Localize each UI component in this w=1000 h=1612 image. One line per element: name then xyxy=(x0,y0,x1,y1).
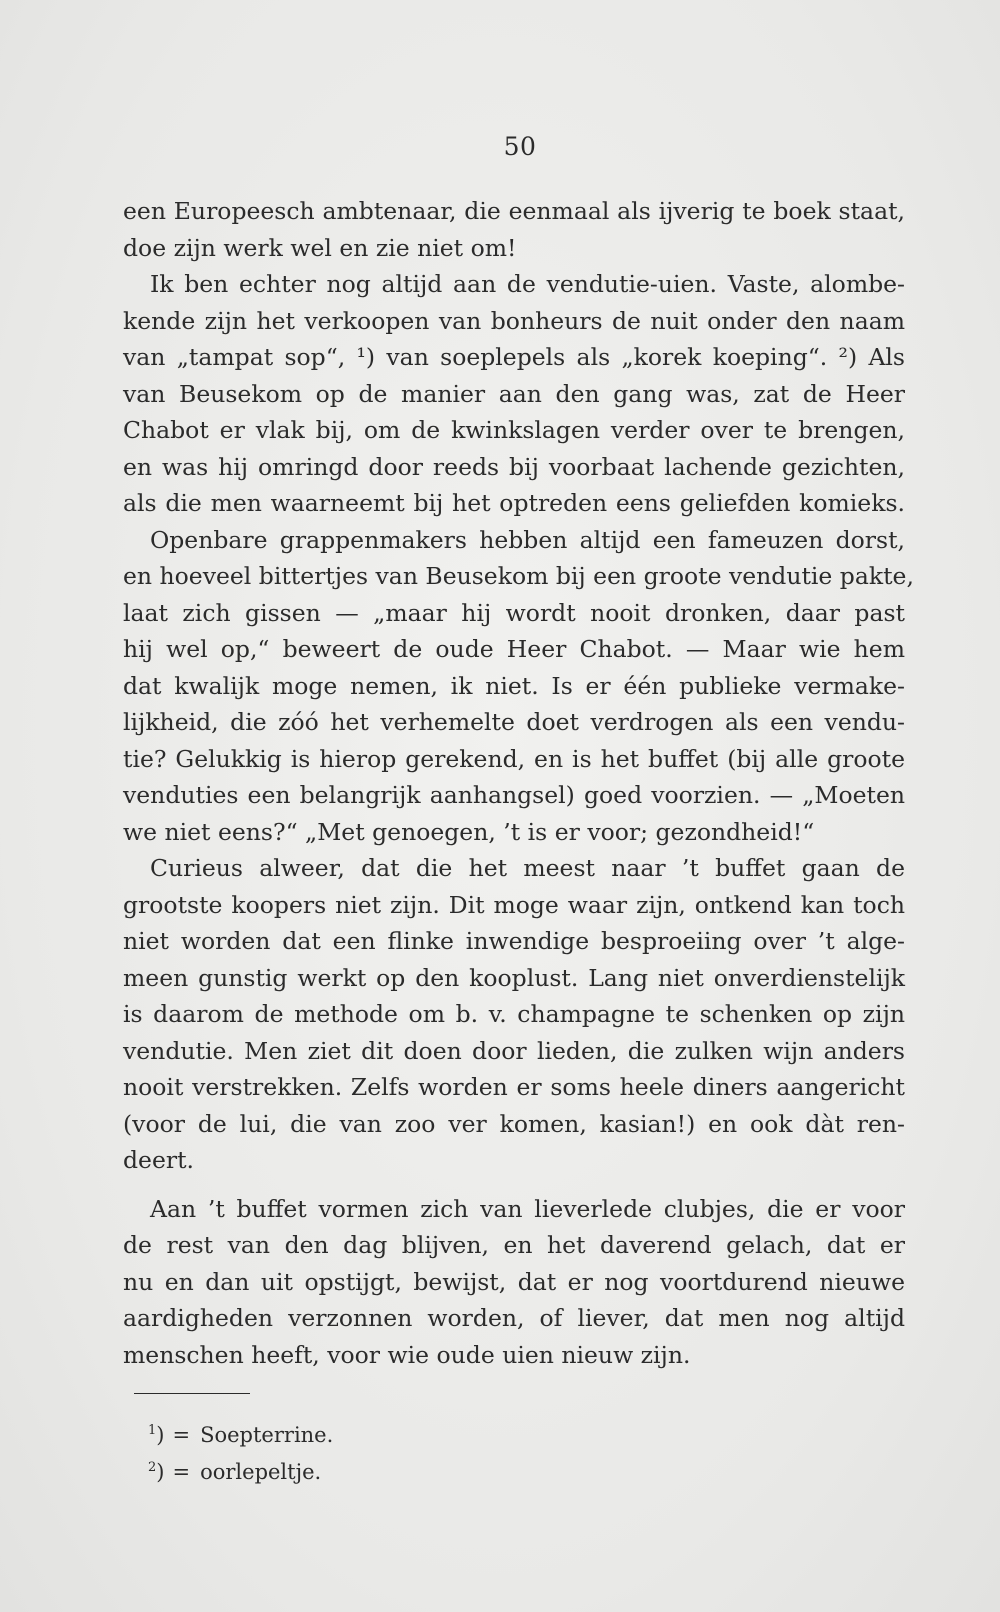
text-line: meen gunstig werkt op den kooplust. Lang niet onverdienstelijk xyxy=(123,963,905,992)
text-line: aardigheden verzonnen worden, of liever, dat men nog altijd xyxy=(123,1304,905,1332)
text-line: en was hij omringd door reeds bij voorbaat lachende gezichten, xyxy=(123,452,905,481)
footnote-paren: ) xyxy=(156,1423,165,1447)
text-line: als die men waarneemt bij het optreden eens geliefden komieks. xyxy=(123,489,905,517)
text-line: we niet eens?“ „Met genoegen, ’t is er voor; gezondheid!“ xyxy=(123,817,815,846)
text-line: Curieus alweer, dat die het meest naar ’t buffet gaan de xyxy=(150,854,905,882)
footnote-mark: 1 xyxy=(148,1423,157,1438)
text-line: deert. xyxy=(123,1146,195,1174)
text-line: Ik ben echter nog altijd aan de vendutie-uien. Vaste, alombe- xyxy=(150,270,905,298)
text-line: menschen heeft, voor wie oude uien nieuw zijn. xyxy=(123,1340,691,1369)
text-line: tie? Gelukkig is hierop gerekend, en is het buffet (bij alle groote xyxy=(123,744,905,773)
text-line: en hoeveel bittertjes van Beusekom bij een groote vendutie pakte, xyxy=(123,562,914,590)
text-line: Chabot er vlak bij, om de kwinkslagen verder over te brengen, xyxy=(123,416,905,444)
footnote-text: Soepterrine. xyxy=(200,1423,334,1447)
text-line: Aan ’t buffet vormen zich van lieverlede clubjes, die er voor xyxy=(150,1194,905,1223)
text-line: dat kwalijk moge nemen, ik niet. Is er één publieke vermake- xyxy=(123,671,905,700)
text-line: de rest van den dag blijven, en het daverend gelach, dat er xyxy=(123,1231,905,1259)
footnote-paren: ) xyxy=(156,1460,165,1484)
footnote-equals: = xyxy=(172,1460,191,1484)
text-line: hij wel op,“ beweert de oude Heer Chabot. — Maar wie hem xyxy=(123,635,905,663)
text-line: kende zijn het verkoopen van bonheurs de nuit onder den naam xyxy=(123,306,905,335)
footnote-equals: = xyxy=(172,1423,191,1447)
text-line: van „tampat sop“, ¹) van soeplepels als „korek koeping“. ²) Als xyxy=(123,343,905,371)
footnote xyxy=(148,1453,321,1487)
text-line: lijkheid, die zóó het verhemelte doet verdrogen als een vendu- xyxy=(123,708,905,736)
footnote xyxy=(148,1416,333,1450)
footnote-text: oorlepeltje. xyxy=(200,1460,322,1484)
text-line: Openbare grappenmakers hebben altijd een fameuzen dorst, xyxy=(150,525,905,554)
text-line: van Beusekom op de manier aan den gang was, zat de Heer xyxy=(123,379,905,408)
text-line: vendutie. Men ziet dit doen door lieden, die zulken wijn anders xyxy=(123,1036,905,1065)
text-line: nooit verstrekken. Zelfs worden er soms heele diners aangericht xyxy=(123,1073,905,1101)
text-line: venduties een belangrijk aanhangsel) goed voorzien. — „Moeten xyxy=(123,781,905,809)
text-line: laat zich gissen — „maar hij wordt nooit dronken, daar past xyxy=(123,598,905,627)
text-line: grootste koopers niet zijn. Dit moge waar zijn, ontkend kan toch xyxy=(123,890,905,919)
text-line: nu en dan uit opstijgt, bewijst, dat er nog voortdurend nieuwe xyxy=(123,1267,905,1296)
footnote-mark: 2 xyxy=(148,1460,157,1475)
text-line: (voor de lui, die van zoo ver komen, kasian!) en ook dàt ren- xyxy=(123,1109,905,1138)
text-line: is daarom de methode om b. v. champagne te schenken op zijn xyxy=(123,1000,905,1028)
footnote-divider xyxy=(134,1393,250,1394)
text-line: niet worden dat een flinke inwendige besproeiing over ’t alge- xyxy=(123,927,905,955)
text-line: doe zijn werk wel en zie niet om! xyxy=(123,233,517,262)
page-number: 50 xyxy=(503,132,537,161)
text-line: een Europeesch ambtenaar, die eenmaal als ijverig te boek staat, xyxy=(123,197,905,225)
